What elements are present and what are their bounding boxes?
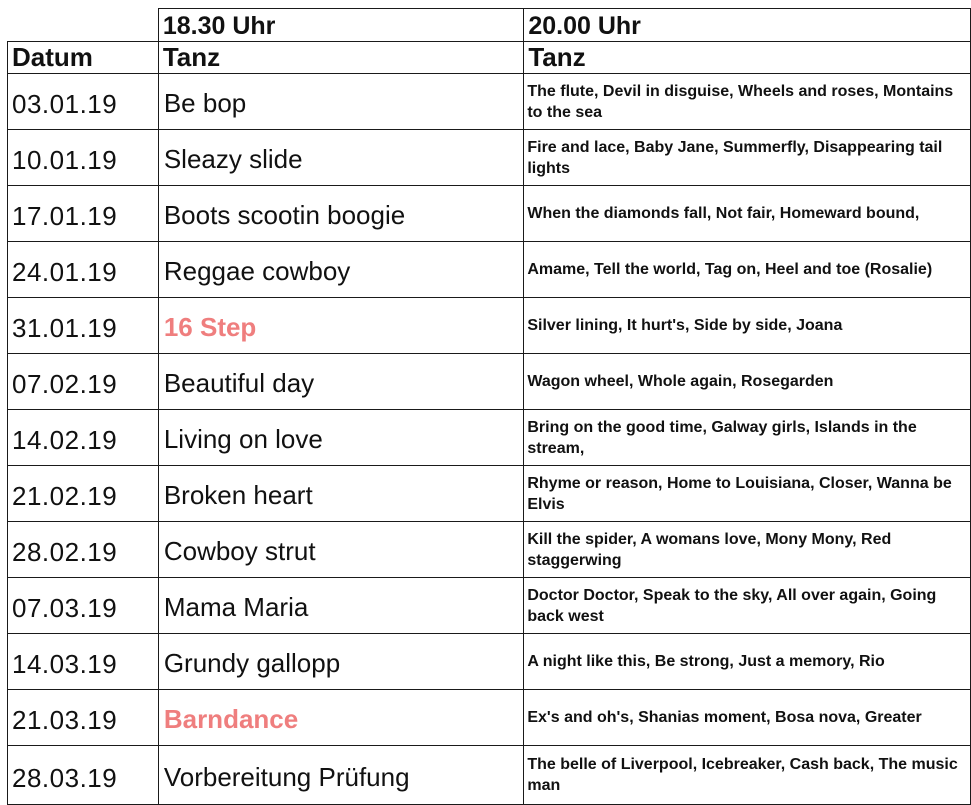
date-column-header: Datum [8,42,159,74]
table-row [8,74,971,130]
dance-cell: Sleazy slide [158,130,524,186]
date-cell: 17.01.19 [8,186,159,242]
dance-cell: Grundy gallopp [158,634,524,690]
songs-cell: Silver lining, It hurt's, Side by side, Joana [524,298,971,354]
songs-cell: Doctor Doctor, Speak to the sky, All over again, Going back west [524,578,971,634]
songs-cell: When the diamonds fall, Not fair, Homeward bound, [524,186,971,242]
table-row [8,410,971,466]
dance-cell: Be bop [158,74,524,130]
songs-cell: Amame, Tell the world, Tag on, Heel and toe (Rosalie) [524,242,971,298]
dance-2000-column-header: Tanz [524,42,971,74]
date-cell: 07.03.19 [8,578,159,634]
dance-cell: Beautiful day [158,354,524,410]
date-cell: 31.01.19 [8,298,159,354]
time-1830-header: 18.30 Uhr [158,9,524,42]
time-2000-header: 20.00 Uhr [524,9,971,42]
dance-cell: Living on love [158,410,524,466]
date-cell: 07.02.19 [8,354,159,410]
table-row [8,634,971,690]
date-cell: 28.02.19 [8,522,159,578]
dance-cell: Reggae cowboy [158,242,524,298]
table-row [8,522,971,578]
date-cell: 21.02.19 [8,466,159,522]
songs-cell: Rhyme or reason, Home to Louisiana, Closer, Wanna be Elvis [524,466,971,522]
songs-cell: Wagon wheel, Whole again, Rosegarden [524,354,971,410]
dance-cell: Broken heart [158,466,524,522]
date-cell: 14.02.19 [8,410,159,466]
songs-cell: Bring on the good time, Galway girls, Islands in the stream, [524,410,971,466]
column-header-row [8,42,971,74]
table-row [8,690,971,746]
songs-cell: Fire and lace, Baby Jane, Summerfly, Disappearing tail lights [524,130,971,186]
songs-cell: A night like this, Be strong, Just a memory, Rio [524,634,971,690]
table-row [8,354,971,410]
songs-cell: The belle of Liverpool, Icebreaker, Cash back, The music man [524,746,971,805]
dance-cell: Vorbereitung Prüfung [158,746,524,805]
songs-cell: The flute, Devil in disguise, Wheels and roses, Montains to the sea [524,74,971,130]
dance-cell: Barndance [158,690,524,746]
table-row [8,298,971,354]
table-row [8,746,971,805]
songs-cell: Kill the spider, A womans love, Mony Mony, Red staggerwing [524,522,971,578]
table-row [8,466,971,522]
date-cell: 14.03.19 [8,634,159,690]
dance-cell: Cowboy strut [158,522,524,578]
dance-cell: 16 Step [158,298,524,354]
songs-cell: Ex's and oh's, Shanias moment, Bosa nova, Greater [524,690,971,746]
time-header-row [8,9,971,42]
dance-1830-column-header: Tanz [158,42,524,74]
dance-schedule-table [7,8,971,805]
table-row [8,186,971,242]
dance-cell: Boots scootin boogie [158,186,524,242]
blank-corner-cell [8,9,159,42]
date-cell: 10.01.19 [8,130,159,186]
date-cell: 24.01.19 [8,242,159,298]
date-cell: 03.01.19 [8,74,159,130]
date-cell: 28.03.19 [8,746,159,805]
table-row [8,242,971,298]
table-row [8,578,971,634]
dance-cell: Mama Maria [158,578,524,634]
date-cell: 21.03.19 [8,690,159,746]
table-row [8,130,971,186]
